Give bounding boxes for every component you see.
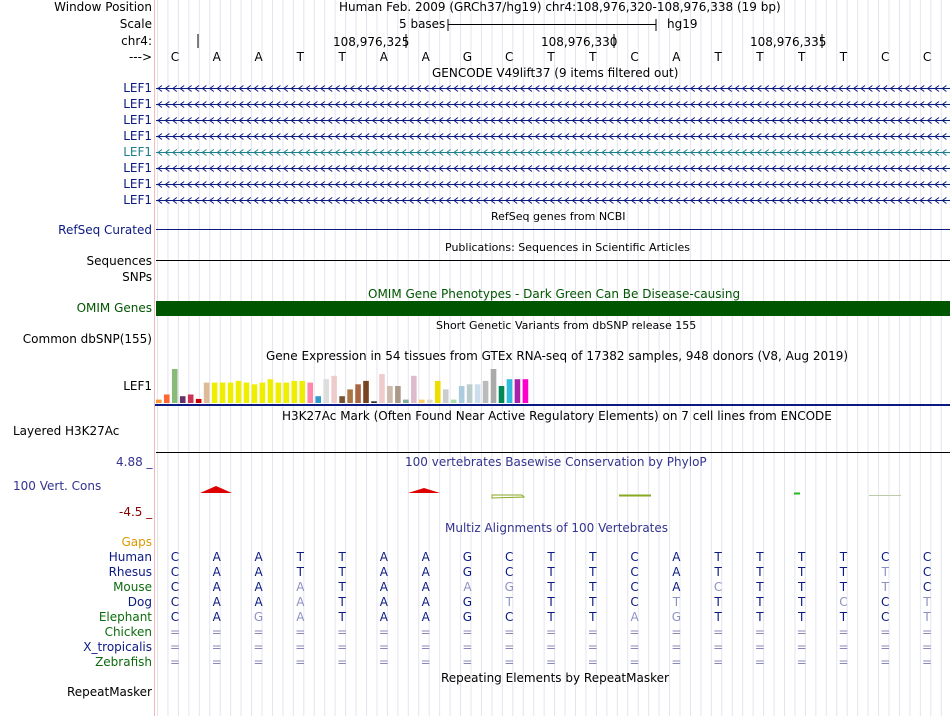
window-position-label: Window Position	[54, 0, 152, 14]
gtex-tissue-bar[interactable]	[467, 384, 473, 403]
gtex-tissue-bar[interactable]	[507, 379, 513, 403]
phylop-track-title: 100 vertebrates Basewise Conservation by PhyloP	[405, 455, 707, 469]
alignment-base: A	[630, 610, 639, 624]
alignment-base: =	[462, 640, 473, 654]
reference-base: C	[881, 50, 890, 64]
alignment-base: T	[547, 610, 555, 624]
alignment-base: =	[880, 625, 891, 639]
coord-tick-label: 108,976,330	[541, 35, 618, 49]
omim-gene-bar[interactable]	[156, 301, 950, 316]
alignment-base: A	[254, 565, 263, 579]
alignment-base: =	[713, 640, 724, 654]
reference-base: T	[798, 50, 806, 64]
gtex-tissue-bar[interactable]	[299, 381, 305, 403]
gtex-track-label[interactable]: LEF1	[123, 379, 152, 393]
reference-base: A	[379, 50, 388, 64]
alignment-base: C	[881, 550, 890, 564]
alignment-base: T	[296, 565, 304, 579]
refseq-track-label[interactable]: RefSeq Curated	[58, 223, 152, 237]
alignment-base: =	[796, 640, 807, 654]
alignment-base: T	[798, 595, 806, 609]
gtex-tissue-bar[interactable]	[499, 386, 505, 403]
alignment-base: T	[714, 595, 722, 609]
dbsnp-track-title: Short Genetic Variants from dbSNP release 155	[436, 319, 697, 332]
multiz-track-title: Multiz Alignments of 100 Vertebrates	[445, 521, 669, 535]
alignment-base: =	[587, 655, 598, 669]
alignment-base: C	[505, 550, 514, 564]
alignment-base: T	[547, 580, 555, 594]
publications-line	[156, 253, 950, 269]
gtex-tissue-bar[interactable]	[379, 374, 385, 403]
dbsnp-track-label[interactable]: Common dbSNP(155)	[22, 332, 152, 346]
alignment-base: T	[714, 565, 722, 579]
coord-tick-label: 108,976,325	[333, 35, 410, 49]
phylop-max-label: 4.88 _	[116, 455, 153, 469]
alignment-base: G	[253, 610, 264, 624]
alignment-base: C	[922, 580, 932, 594]
gtex-tissue-bar[interactable]	[244, 383, 250, 403]
gtex-tissue-bar[interactable]	[284, 383, 290, 403]
scale-bar	[447, 17, 661, 32]
species-label[interactable]: Dog	[127, 595, 152, 609]
gtex-tissue-bar[interactable]	[228, 383, 234, 403]
gtex-tissue-bar[interactable]	[491, 369, 497, 403]
alignment-base: C	[881, 595, 890, 609]
alignment-base: T	[338, 565, 346, 579]
gtex-tissue-bar[interactable]	[363, 381, 369, 403]
reference-base: A	[212, 50, 221, 64]
alignment-base: A	[379, 580, 388, 594]
alignment-base: =	[337, 655, 348, 669]
gtex-tissue-bar[interactable]	[212, 383, 218, 403]
alignment-base: =	[545, 625, 557, 639]
gtex-tissue-bar[interactable]	[252, 384, 258, 403]
gtex-tissue-bar[interactable]	[515, 379, 521, 403]
alignment-base: T	[756, 565, 764, 579]
alignment-base: T	[756, 610, 764, 624]
gencode-transcript-line[interactable]	[156, 161, 950, 176]
alignment-base: =	[504, 625, 515, 639]
species-label[interactable]: Elephant	[98, 610, 152, 624]
alignment-base: =	[420, 640, 431, 654]
gtex-tissue-bar[interactable]	[347, 389, 353, 403]
alignment-base: A	[421, 580, 430, 594]
alignment-base: =	[462, 655, 473, 669]
alignment-base: A	[212, 550, 221, 564]
species-label[interactable]: Rhesus	[108, 565, 152, 579]
alignment-base: T	[839, 565, 848, 579]
species-label[interactable]: Human	[108, 550, 152, 564]
alignment-base: =	[462, 625, 473, 639]
alignment-base: A	[212, 595, 221, 609]
alignment-base: T	[881, 580, 889, 594]
gencode-transcript-line[interactable]	[156, 113, 950, 128]
alignment-base: G	[462, 595, 473, 609]
alignment-base: T	[756, 580, 764, 594]
species-label[interactable]: Zebrafish	[95, 655, 152, 669]
alignment-base: =	[545, 640, 557, 654]
alignment-base: G	[504, 580, 514, 594]
publications-track-title: Publications: Sequences in Scientific Articles	[445, 241, 690, 254]
alignment-base: =	[713, 625, 724, 639]
alignment-base: =	[922, 655, 933, 669]
chrom-label: chr4:	[121, 34, 152, 48]
alignment-base: =	[378, 640, 389, 654]
alignment-base: =	[545, 655, 557, 669]
alignment-base: T	[338, 580, 346, 594]
alignment-base: T	[589, 550, 597, 564]
reference-base: C	[505, 50, 514, 64]
alignment-base: T	[589, 580, 597, 594]
gtex-tissue-bar[interactable]	[204, 383, 210, 403]
alignment-base: C	[713, 580, 723, 594]
alignment-base: =	[922, 640, 933, 654]
gtex-tissue-bar[interactable]	[355, 384, 361, 403]
alignment-base: T	[798, 580, 806, 594]
alignment-base: T	[839, 550, 848, 564]
alignment-base: =	[378, 625, 389, 639]
gencode-transcript-line[interactable]	[156, 97, 950, 112]
gencode-item-label[interactable]: LEF1	[123, 97, 152, 111]
strand-label: --->	[128, 50, 152, 64]
alignment-base: T	[798, 610, 806, 624]
alignment-base: C	[170, 565, 180, 579]
reference-base: C	[170, 50, 180, 64]
alignment-base: C	[505, 565, 514, 579]
alignment-base: A	[379, 565, 388, 579]
alignment-base: =	[337, 640, 348, 654]
gtex-tissue-bar[interactable]	[331, 376, 337, 403]
alignment-base: =	[211, 655, 222, 669]
alignment-base: C	[922, 565, 932, 579]
gtex-tissue-bar[interactable]	[323, 379, 329, 403]
alignment-base: =	[504, 655, 515, 669]
alignment-base: T	[714, 550, 722, 564]
alignment-base: T	[881, 565, 889, 579]
alignment-base: C	[170, 610, 180, 624]
reference-base: C	[630, 50, 639, 64]
gencode-item-label[interactable]: LEF1	[123, 81, 152, 95]
phylop-blip	[492, 495, 524, 498]
reference-base: T	[756, 50, 764, 64]
gtex-tissue-bar[interactable]	[307, 383, 313, 403]
gtex-tissue-bar[interactable]	[196, 399, 202, 403]
gtex-tissue-bar[interactable]	[371, 401, 377, 403]
gencode-transcript-line[interactable]	[156, 145, 950, 160]
alignment-base: A	[672, 565, 681, 579]
alignment-base: =	[211, 625, 222, 639]
reference-base: T	[589, 50, 597, 64]
alignment-base: C	[630, 550, 639, 564]
reference-base: T	[338, 50, 346, 64]
snps-label[interactable]: SNPs	[122, 270, 152, 284]
reference-base: G	[462, 50, 473, 64]
gtex-tissue-bar[interactable]	[411, 376, 417, 403]
omim-track-label[interactable]: OMIM Genes	[76, 301, 152, 315]
gencode-transcript-line[interactable]	[156, 193, 950, 208]
window-position-text: Human Feb. 2009 (GRCh37/hg19) chr4:108,976,320-108,976,338 (19 bp)	[339, 0, 781, 14]
gencode-track-title: GENCODE V49lift37 (9 items filtered out)	[432, 66, 679, 80]
alignment-base: A	[672, 580, 681, 594]
reference-base: T	[714, 50, 722, 64]
species-label[interactable]: Chicken	[104, 625, 152, 639]
alignment-base: A	[672, 550, 681, 564]
gtex-tissue-bar[interactable]	[291, 381, 297, 403]
gtex-tissue-bar[interactable]	[188, 395, 194, 404]
alignment-base: T	[338, 550, 346, 564]
gtex-tissue-bar[interactable]	[172, 369, 178, 403]
alignment-base: =	[629, 625, 640, 639]
scale-text: 5 bases	[399, 17, 446, 31]
alignment-base: T	[296, 550, 304, 564]
gtex-track-title: Gene Expression in 54 tissues from GTEx RNA-seq of 17382 samples, 948 donors (V8, Aug 2019)	[266, 349, 849, 363]
alignment-base: A	[379, 550, 388, 564]
alignment-base: =	[295, 640, 306, 654]
repeatmasker-track-label[interactable]: RepeatMasker	[66, 685, 152, 699]
alignment-base: =	[253, 640, 264, 654]
alignment-base: =	[295, 655, 306, 669]
scale-label: Scale	[119, 17, 152, 31]
alignment-base: =	[671, 625, 682, 639]
gtex-tissue-bar[interactable]	[523, 379, 529, 403]
alignment-base: =	[671, 640, 682, 654]
alignment-base: T	[923, 610, 931, 624]
gtex-tissue-bar[interactable]	[419, 400, 425, 403]
alignment-base: T	[589, 595, 597, 609]
alignment-base: =	[922, 625, 933, 639]
gtex-tissue-bar[interactable]	[220, 383, 226, 403]
gencode-transcript-line[interactable]	[156, 177, 950, 192]
assembly-label: hg19	[667, 17, 698, 31]
phylop-track-label[interactable]: 100 Vert. Cons	[13, 479, 102, 493]
alignment-base: =	[169, 640, 181, 654]
alignment-base: =	[880, 655, 891, 669]
alignment-base: C	[630, 595, 639, 609]
h3k27ac-track-label[interactable]: Layered H3K27Ac	[13, 424, 120, 438]
alignment-base: =	[838, 625, 849, 639]
alignment-base: C	[630, 580, 639, 594]
alignment-base: =	[253, 625, 264, 639]
alignment-base: =	[629, 655, 640, 669]
alignment-base: C	[630, 565, 639, 579]
multiz-gaps-label: Gaps	[121, 535, 152, 549]
gtex-tissue-bar[interactable]	[403, 400, 409, 403]
alignment-base: G	[462, 610, 473, 624]
alignment-base: T	[338, 595, 346, 609]
coord-tick-label: 108,976,335	[750, 35, 827, 49]
gencode-item-label[interactable]: LEF1	[123, 113, 152, 127]
alignment-base: =	[838, 640, 849, 654]
alignment-base: T	[547, 595, 555, 609]
alignment-base: T	[756, 595, 764, 609]
gtex-tissue-bar[interactable]	[180, 396, 186, 403]
gtex-tissue-bar[interactable]	[315, 396, 321, 403]
alignment-base: =	[253, 655, 264, 669]
alignment-base: T	[798, 550, 806, 564]
alignment-base: G	[462, 565, 473, 579]
alignment-base: A	[379, 595, 388, 609]
gencode-transcript-line[interactable]	[156, 129, 950, 144]
alignment-base: A	[296, 595, 305, 609]
reference-base: A	[672, 50, 681, 64]
species-label[interactable]: X_tropicalis	[83, 640, 152, 654]
alignment-base: T	[839, 610, 848, 624]
gtex-tissue-bar[interactable]	[164, 395, 170, 404]
gtex-tissue-bar[interactable]	[443, 389, 449, 403]
alignment-base: =	[629, 640, 640, 654]
alignment-base: G	[671, 610, 682, 624]
gencode-item-label[interactable]: LEF1	[123, 177, 152, 191]
reference-base: T	[547, 50, 555, 64]
alignment-base: A	[421, 610, 430, 624]
alignment-base: A	[254, 595, 263, 609]
alignment-base: =	[838, 655, 849, 669]
gtex-tissue-bar[interactable]	[268, 379, 274, 403]
species-label[interactable]: Mouse	[113, 580, 152, 594]
gencode-transcript-line[interactable]	[156, 81, 950, 96]
gtex-tissue-bar[interactable]	[156, 400, 162, 403]
alignment-base: =	[504, 640, 515, 654]
reference-base: A	[421, 50, 430, 64]
reference-base: A	[254, 50, 263, 64]
alignment-base: C	[505, 610, 514, 624]
gtex-tissue-bar[interactable]	[260, 383, 266, 403]
alignment-base: =	[420, 625, 431, 639]
gtex-tissue-bar[interactable]	[475, 384, 481, 403]
gtex-tissue-bar[interactable]	[483, 381, 489, 403]
gencode-item-label[interactable]: LEF1	[123, 129, 152, 143]
alignment-base: T	[798, 565, 806, 579]
phylop-peak	[200, 486, 232, 493]
alignment-base: =	[713, 655, 724, 669]
refseq-track-title: RefSeq genes from NCBI	[491, 210, 626, 223]
alignment-base: T	[589, 610, 597, 624]
h3k27ac-track-title: H3K27Ac Mark (Often Found Near Active Regulatory Elements) on 7 cell lines from ENCODE	[282, 409, 832, 423]
alignment-base: =	[295, 625, 306, 639]
alignment-base: =	[796, 655, 807, 669]
alignment-base: =	[337, 625, 348, 639]
gtex-tissue-bar[interactable]	[395, 386, 401, 403]
alignment-base: T	[923, 595, 931, 609]
alignment-base: =	[587, 640, 598, 654]
alignment-base: T	[839, 580, 848, 594]
alignment-base: C	[881, 610, 890, 624]
alignment-base: T	[547, 565, 555, 579]
alignment-base: T	[756, 550, 764, 564]
alignment-base: A	[421, 565, 430, 579]
alignment-base: A	[212, 565, 221, 579]
reference-base: T	[839, 50, 848, 64]
alignment-base: C	[170, 580, 180, 594]
alignment-base: T	[714, 610, 722, 624]
gtex-tissue-bar[interactable]	[435, 381, 441, 403]
gtex-tissue-bar[interactable]	[276, 383, 282, 403]
reference-base: C	[922, 50, 932, 64]
reference-base: T	[296, 50, 304, 64]
alignment-base: =	[378, 655, 389, 669]
alignment-base: =	[754, 625, 765, 639]
alignment-base: T	[672, 595, 681, 609]
alignment-base: =	[169, 625, 181, 639]
gtex-tissue-bar[interactable]	[427, 400, 433, 403]
alignment-base: T	[505, 595, 513, 609]
alignment-base: =	[587, 625, 598, 639]
gtex-bar-graph[interactable]	[155, 362, 950, 407]
alignment-base: =	[671, 655, 682, 669]
alignment-base: G	[462, 550, 473, 564]
alignment-base: A	[296, 580, 305, 594]
alignment-base: A	[296, 610, 305, 624]
gencode-item-label[interactable]: LEF1	[123, 145, 152, 159]
alignment-base: T	[589, 565, 597, 579]
alignment-base: =	[796, 625, 807, 639]
alignment-base: A	[254, 550, 263, 564]
alignment-base: A	[421, 595, 430, 609]
gtex-tissue-bar[interactable]	[387, 386, 393, 403]
refseq-line	[156, 222, 950, 238]
alignment-base: A	[421, 550, 430, 564]
publications-sequences-label[interactable]: Sequences	[86, 254, 152, 268]
alignment-base: C	[170, 550, 180, 564]
alignment-base: =	[880, 640, 891, 654]
alignment-base: C	[839, 595, 848, 609]
gtex-tissue-bar[interactable]	[451, 400, 457, 403]
alignment-base: C	[922, 550, 932, 564]
phylop-graph[interactable]	[156, 480, 950, 505]
alignment-base: A	[212, 580, 221, 594]
alignment-base: =	[754, 655, 765, 669]
omim-track-title: OMIM Gene Phenotypes - Dark Green Can Be Disease-causing	[368, 287, 741, 301]
alignment-base: A	[463, 580, 472, 594]
gencode-item-label[interactable]: LEF1	[123, 161, 152, 175]
alignment-base: =	[420, 655, 431, 669]
gencode-item-label[interactable]: LEF1	[123, 193, 152, 207]
alignment-base: C	[170, 595, 180, 609]
alignment-base: =	[211, 640, 222, 654]
alignment-base: A	[379, 610, 388, 624]
repeatmasker-track-title: Repeating Elements by RepeatMasker	[441, 671, 669, 685]
alignment-base: A	[254, 580, 263, 594]
alignment-base: A	[212, 610, 221, 624]
alignment-base: =	[169, 655, 181, 669]
phylop-peak	[408, 488, 440, 493]
alignment-base: =	[754, 640, 765, 654]
alignment-base: T	[338, 610, 346, 624]
gtex-tissue-bar[interactable]	[459, 386, 465, 403]
gtex-tissue-bar[interactable]	[339, 396, 345, 403]
phylop-min-label: -4.5 _	[119, 505, 153, 519]
alignment-base: T	[547, 550, 555, 564]
gtex-tissue-bar[interactable]	[236, 381, 242, 403]
